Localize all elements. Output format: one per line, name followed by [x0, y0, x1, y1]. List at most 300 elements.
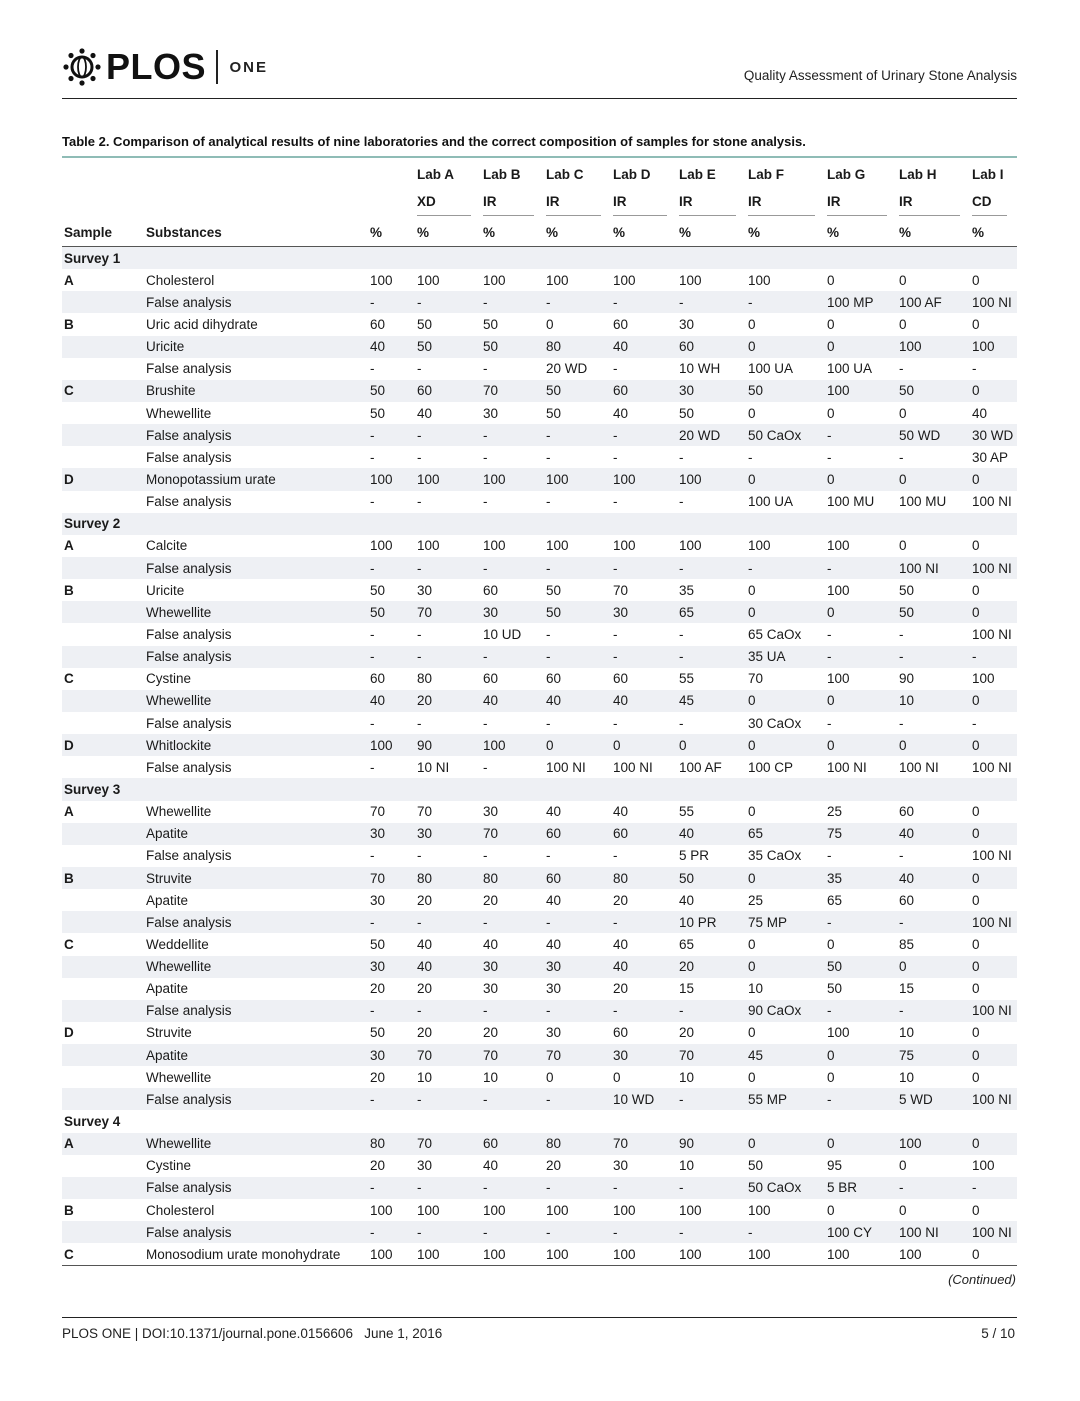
lab-result-cell: 100	[827, 671, 850, 687]
lab-result-cell: 0	[825, 336, 897, 358]
table-row	[62, 1066, 1017, 1088]
expected-percent-cell: -	[368, 1088, 415, 1110]
lab-result-cell: -	[481, 1088, 544, 1110]
lab-result-cell: -	[544, 1221, 611, 1243]
lab-result-cell: -	[899, 626, 904, 642]
lab-result-cell: 100	[825, 380, 897, 402]
table-row	[62, 1199, 1017, 1221]
survey-header-row	[62, 778, 1017, 800]
substance-cell: Whewellite	[144, 956, 368, 978]
results-table	[62, 156, 1017, 1266]
lab-result-cell: 100	[825, 1243, 897, 1266]
table-row	[62, 1088, 1017, 1110]
lab-result-cell: 60	[899, 892, 915, 908]
expected-percent-cell: 40	[368, 336, 415, 358]
lab-result-cell: -	[970, 646, 1017, 668]
lab-result-cell: -	[417, 449, 422, 465]
sample-cell: A	[64, 538, 74, 554]
lab-result-cell: 0	[746, 1133, 825, 1155]
table-row	[62, 358, 1017, 380]
lab-name-label: Lab G	[827, 166, 866, 182]
substance-cell: Cholesterol	[146, 1202, 215, 1218]
lab-result-cell: 10 WD	[611, 1088, 677, 1110]
survey-label: Survey 3	[62, 778, 1017, 800]
lab-percent-header: %	[825, 218, 897, 247]
lab-result-cell: 0	[972, 1025, 980, 1041]
lab-result-cell: 50	[481, 336, 544, 358]
lab-name-label: Lab E	[679, 166, 716, 182]
lab-result-cell: -	[483, 848, 488, 864]
expected-percent-cell: 50	[368, 601, 415, 623]
lab-result-cell: -	[613, 848, 618, 864]
lab-result-cell: 100 NI	[972, 759, 1012, 775]
lab-result-cell: 10	[483, 1069, 499, 1085]
substance-cell: False analysis	[144, 424, 368, 446]
table-row	[62, 1221, 1017, 1243]
lab-result-cell: 0	[899, 405, 907, 421]
lab-result-cell: 5 PR	[679, 848, 710, 864]
lab-result-cell: 100	[481, 1243, 544, 1266]
expected-percent-cell: 80	[368, 1133, 415, 1155]
lab-result-cell: -	[611, 1177, 677, 1199]
lab-result-cell: 15	[899, 981, 915, 997]
lab-result-cell: -	[899, 361, 904, 377]
table-caption: Table 2. Comparison of analytical results of nine laboratories and the correct composition of samples for stone analysis.	[62, 134, 806, 149]
lab-result-cell: 20	[417, 892, 433, 908]
lab-result-cell: 100	[481, 468, 544, 490]
sample-cell: D	[62, 468, 144, 490]
lab-result-cell: -	[544, 911, 611, 933]
lab-result-cell: -	[748, 449, 753, 465]
lab-result-cell: -	[546, 449, 551, 465]
page-footer	[62, 1317, 1017, 1341]
lab-result-cell: 40	[483, 936, 499, 952]
lab-name-header	[825, 157, 897, 188]
lab-result-cell: 10 NI	[417, 759, 450, 775]
lab-result-cell: 0	[972, 272, 980, 288]
substance-cell: Whewellite	[144, 1133, 368, 1155]
lab-result-cell: 50	[679, 405, 695, 421]
lab-result-cell: 100	[748, 272, 771, 288]
lab-result-cell: -	[899, 449, 904, 465]
lab-result-cell: 100	[544, 468, 611, 490]
lab-result-cell: 20	[613, 892, 629, 908]
lab-result-cell: -	[546, 848, 551, 864]
lab-method-header	[970, 188, 1017, 218]
expected-percent-cell: -	[368, 911, 415, 933]
results-table-container	[62, 156, 1017, 1266]
sample-cell	[62, 557, 144, 579]
lab-percent-header: %	[481, 218, 544, 247]
expected-percent-cell: 100	[370, 538, 393, 554]
lab-result-cell: 10	[897, 690, 970, 712]
lab-result-cell: 55 MP	[746, 1088, 825, 1110]
lab-result-cell: 40	[972, 405, 988, 421]
lab-result-cell: 25	[827, 804, 843, 820]
lab-result-cell: 60	[613, 671, 629, 687]
lab-result-cell: -	[546, 626, 551, 642]
substance-cell: Whewellite	[146, 804, 212, 820]
lab-result-cell: -	[679, 626, 684, 642]
lab-method-label: IR	[546, 190, 601, 216]
lab-result-cell: 90	[415, 734, 481, 756]
lab-result-cell: 35 UA	[746, 646, 825, 668]
sample-cell	[62, 1066, 144, 1088]
lab-result-cell: 70	[481, 1044, 544, 1066]
lab-result-cell: 100	[483, 538, 506, 554]
lab-result-cell: -	[679, 715, 684, 731]
table-row	[62, 291, 1017, 313]
lab-result-cell: 40	[415, 956, 481, 978]
lab-result-cell: -	[417, 848, 422, 864]
table-row	[62, 1243, 1017, 1266]
percent-column-header: %	[368, 218, 415, 247]
lab-result-cell: 70	[415, 1044, 481, 1066]
lab-result-cell: 80	[415, 867, 481, 889]
lab-result-cell: 60	[483, 582, 499, 598]
page-number: 5 / 10	[981, 1326, 1015, 1341]
lab-result-cell: 0	[897, 956, 970, 978]
substance-cell: False analysis	[146, 759, 232, 775]
lab-result-cell: 100	[897, 336, 970, 358]
lab-result-cell: 5 BR	[825, 1177, 897, 1199]
sample-cell: B	[64, 582, 74, 598]
lab-result-cell: 70	[415, 1133, 481, 1155]
lab-method-header	[481, 188, 544, 218]
lab-result-cell: -	[827, 449, 832, 465]
table-body	[62, 247, 1017, 1266]
lab-result-cell: 45	[746, 1044, 825, 1066]
lab-result-cell: 20	[417, 1025, 433, 1041]
lab-result-cell: 10	[679, 1069, 695, 1085]
lab-result-cell: 20	[415, 690, 481, 712]
lab-result-cell: 100	[544, 1243, 611, 1266]
lab-name-header	[415, 157, 481, 188]
lab-method-header	[825, 188, 897, 218]
lab-result-cell: -	[677, 1000, 746, 1022]
table-row	[62, 1000, 1017, 1022]
lab-method-label: IR	[483, 190, 534, 216]
lab-result-cell: 40	[611, 690, 677, 712]
lab-result-cell: -	[611, 557, 677, 579]
lab-result-cell: 65	[746, 823, 825, 845]
lab-result-cell: -	[481, 424, 544, 446]
lab-result-cell: 90	[899, 671, 915, 687]
lab-name-header	[746, 157, 825, 188]
lab-result-cell: 50	[748, 1158, 764, 1174]
lab-result-cell: 0	[970, 867, 1017, 889]
substance-cell: False analysis	[146, 494, 232, 510]
table-row	[62, 468, 1017, 490]
lab-result-cell: 0	[746, 468, 825, 490]
lab-result-cell: 0	[897, 734, 970, 756]
lab-result-cell: 0	[825, 468, 897, 490]
lab-method-label: CD	[972, 190, 1007, 216]
lab-result-cell: -	[746, 557, 825, 579]
page-header	[62, 40, 1017, 99]
lab-percent-header: %	[897, 218, 970, 247]
lab-result-cell: 50	[897, 380, 970, 402]
lab-result-cell: 30	[546, 1025, 562, 1041]
lab-result-cell: 45	[677, 690, 746, 712]
expected-percent-cell: 50	[368, 380, 415, 402]
sample-cell	[62, 358, 144, 380]
lab-result-cell: 35 CaOx	[748, 848, 802, 864]
lab-result-cell: 70	[611, 1133, 677, 1155]
lab-result-cell: 0	[899, 1202, 907, 1218]
expected-percent-cell: 30	[368, 1044, 415, 1066]
lab-result-cell: 20	[546, 1158, 562, 1174]
lab-result-cell: 50	[827, 981, 843, 997]
lab-result-cell: 100 UA	[827, 361, 873, 377]
table-row	[62, 911, 1017, 933]
lab-name-header	[897, 157, 970, 188]
lab-result-cell: 100	[897, 1243, 970, 1266]
lab-result-cell: 25	[748, 892, 764, 908]
lab-result-cell: 60	[544, 823, 611, 845]
lab-result-cell: 10	[899, 1025, 915, 1041]
lab-result-cell: -	[415, 557, 481, 579]
lab-result-cell: 50	[544, 380, 611, 402]
lab-result-cell: 30	[613, 1158, 629, 1174]
expected-percent-cell: -	[370, 759, 375, 775]
sample-cell	[62, 1044, 144, 1066]
lab-name-header	[970, 157, 1017, 188]
lab-result-cell: 20	[483, 1025, 499, 1041]
expected-percent-cell: -	[368, 1000, 415, 1022]
expected-percent-cell: 50	[370, 405, 386, 421]
expected-percent-cell: 50	[370, 582, 386, 598]
lab-result-cell: 30	[481, 601, 544, 623]
lab-result-cell: 35	[825, 867, 897, 889]
lab-method-label: IR	[827, 190, 887, 216]
sample-cell	[62, 1155, 144, 1177]
lab-result-cell: 10 WH	[679, 361, 721, 377]
lab-result-cell: 30	[417, 582, 433, 598]
lab-result-cell: 0	[827, 405, 835, 421]
lab-result-cell: -	[415, 1221, 481, 1243]
lab-result-cell: -	[415, 291, 481, 313]
lab-result-cell: -	[417, 494, 422, 510]
lab-result-cell: 30	[483, 405, 499, 421]
lab-result-cell: 75	[825, 823, 897, 845]
lab-result-cell: 0	[897, 468, 970, 490]
table-row	[62, 690, 1017, 712]
sample-cell: C	[64, 671, 74, 687]
lab-result-cell: 100	[677, 1243, 746, 1266]
substances-column-header: Substances	[144, 218, 368, 247]
lab-result-cell: -	[825, 646, 897, 668]
lab-result-cell: 0	[972, 981, 980, 997]
lab-result-cell: 40	[481, 690, 544, 712]
lab-result-cell: 50 CaOx	[746, 1177, 825, 1199]
lab-result-cell: 0	[546, 1069, 554, 1085]
plos-logo	[62, 46, 268, 88]
lab-result-cell: -	[611, 646, 677, 668]
expected-percent-cell: 40	[368, 690, 415, 712]
lab-result-cell: 65	[677, 601, 746, 623]
lab-result-cell: 100	[417, 1202, 440, 1218]
substance-cell: Brushite	[144, 380, 368, 402]
lab-result-cell: 0	[613, 1069, 621, 1085]
lab-result-cell: 40	[897, 823, 970, 845]
lab-name-label: Lab A	[417, 166, 454, 182]
lab-result-cell: 100 CP	[748, 759, 794, 775]
lab-result-cell: 0	[970, 380, 1017, 402]
lab-name-label: Lab B	[483, 166, 521, 182]
lab-result-cell: 30	[679, 316, 695, 332]
lab-result-cell: 100	[483, 272, 506, 288]
lab-result-cell: 0	[746, 336, 825, 358]
lab-percent-header: %	[544, 218, 611, 247]
lab-result-cell: 80	[611, 867, 677, 889]
lab-result-cell: 100	[481, 734, 544, 756]
substance-cell: False analysis	[144, 1000, 368, 1022]
lab-result-cell: 20	[417, 981, 433, 997]
table-row	[62, 491, 1017, 513]
lab-result-cell: 20	[677, 956, 746, 978]
lab-result-cell: -	[746, 291, 825, 313]
lab-result-cell: -	[415, 911, 481, 933]
substance-cell: Weddellite	[146, 936, 209, 952]
lab-method-label: IR	[748, 190, 815, 216]
lab-name-header	[544, 157, 611, 188]
lab-result-cell: -	[677, 557, 746, 579]
lab-result-cell: -	[825, 1000, 897, 1022]
lab-result-cell: 0	[748, 405, 756, 421]
sample-cell: A	[64, 272, 74, 288]
running-title: Quality Assessment of Urinary Stone Analysis	[743, 68, 1017, 83]
substance-cell: Apatite	[144, 823, 368, 845]
substance-cell: False analysis	[144, 291, 368, 313]
lab-result-cell: 0	[827, 936, 835, 952]
lab-result-cell: 75	[897, 1044, 970, 1066]
survey-label: Survey 4	[64, 1114, 121, 1130]
lab-result-cell: 50	[897, 601, 970, 623]
lab-result-cell: 75 MP	[746, 911, 825, 933]
lab-result-cell: 30	[481, 956, 544, 978]
substance-cell: Whewellite	[146, 1069, 212, 1085]
sample-cell	[62, 623, 144, 645]
sample-cell	[62, 1088, 144, 1110]
expected-percent-cell: 60	[370, 316, 386, 332]
expected-percent-cell: -	[368, 291, 415, 313]
lab-result-cell: 0	[972, 582, 980, 598]
lab-method-label: IR	[899, 190, 960, 216]
lab-result-cell: 40	[679, 892, 695, 908]
lab-result-cell: 0	[899, 316, 907, 332]
lab-result-cell: -	[483, 494, 488, 510]
lab-result-cell: -	[611, 1000, 677, 1022]
lab-result-cell: 10	[679, 1158, 695, 1174]
lab-result-cell: -	[544, 1000, 611, 1022]
lab-result-cell: 80	[544, 336, 611, 358]
lab-result-cell: -	[677, 1221, 746, 1243]
lab-result-cell: 40	[677, 823, 746, 845]
lab-result-cell: -	[544, 557, 611, 579]
table-row	[62, 1177, 1017, 1199]
substance-cell: False analysis	[146, 848, 232, 864]
sample-cell	[62, 1221, 144, 1243]
substance-cell: False analysis	[146, 449, 232, 465]
lab-result-cell: 20 WD	[677, 424, 746, 446]
table-row	[62, 601, 1017, 623]
expected-percent-cell: 50	[370, 936, 386, 952]
lab-result-cell: -	[897, 1177, 970, 1199]
substance-cell: Monopotassium urate	[144, 468, 368, 490]
lab-result-cell: 0	[970, 734, 1017, 756]
sample-cell	[62, 1177, 144, 1199]
substance-cell: False analysis	[144, 1088, 368, 1110]
lab-result-cell: 0	[970, 956, 1017, 978]
lab-result-cell: 30	[677, 380, 746, 402]
lab-result-cell: -	[544, 291, 611, 313]
lab-result-cell: 100 NI	[970, 1221, 1017, 1243]
lab-percent-header: %	[970, 218, 1017, 247]
lab-result-cell: 40	[613, 804, 629, 820]
lab-result-cell: 0	[746, 601, 825, 623]
lab-result-cell: 0	[972, 936, 980, 952]
lab-result-cell: 90 CaOx	[746, 1000, 825, 1022]
lab-method-header	[677, 188, 746, 218]
expected-percent-cell: 20	[370, 981, 386, 997]
substance-cell: False analysis	[146, 361, 232, 377]
substance-cell: False analysis	[144, 1221, 368, 1243]
lab-result-cell: 50 CaOx	[746, 424, 825, 446]
lab-result-cell: 0	[970, 1243, 1017, 1266]
lab-result-cell: 70	[748, 671, 764, 687]
lab-method-header	[415, 188, 481, 218]
expected-percent-cell: 30	[368, 823, 415, 845]
substance-cell: Struvite	[146, 1025, 192, 1041]
lab-result-cell: -	[613, 715, 618, 731]
lab-result-cell: 0	[748, 804, 756, 820]
lab-result-cell: 60	[899, 804, 915, 820]
substance-cell: Whewellite	[144, 690, 368, 712]
expected-percent-cell: 70	[368, 867, 415, 889]
expected-percent-cell: 100	[370, 272, 393, 288]
table-row	[62, 446, 1017, 468]
lab-result-cell: 100	[897, 1133, 970, 1155]
expected-percent-cell: -	[370, 449, 375, 465]
survey-header-row	[62, 1110, 1017, 1132]
sample-cell: B	[64, 1202, 74, 1218]
lab-result-cell: 70	[417, 804, 433, 820]
sample-cell	[62, 1000, 144, 1022]
lab-result-cell: 100 NI	[970, 557, 1017, 579]
lab-result-cell: 55	[679, 804, 695, 820]
survey-header-row	[62, 513, 1017, 535]
lab-result-cell: -	[481, 646, 544, 668]
table-row	[62, 933, 1017, 955]
lab-result-cell: 40	[546, 936, 562, 952]
lab-result-cell: -	[481, 1000, 544, 1022]
table-row	[62, 1044, 1017, 1066]
table-row	[62, 646, 1017, 668]
sample-cell	[62, 646, 144, 668]
lab-result-cell: 100	[415, 1243, 481, 1266]
lab-result-cell: -	[825, 424, 897, 446]
lab-result-cell: 100	[546, 538, 569, 554]
lab-result-cell: -	[677, 1088, 746, 1110]
lab-result-cell: 100	[611, 1243, 677, 1266]
lab-result-cell: 30	[417, 1158, 433, 1174]
lab-result-cell: 30 CaOx	[748, 715, 802, 731]
footer-citation: PLOS ONE | DOI:10.1371/journal.pone.0156606 June 1, 2016	[62, 1326, 443, 1341]
substance-cell: Apatite	[146, 892, 189, 908]
lab-result-cell: -	[483, 715, 488, 731]
lab-result-cell: 0	[827, 1202, 835, 1218]
